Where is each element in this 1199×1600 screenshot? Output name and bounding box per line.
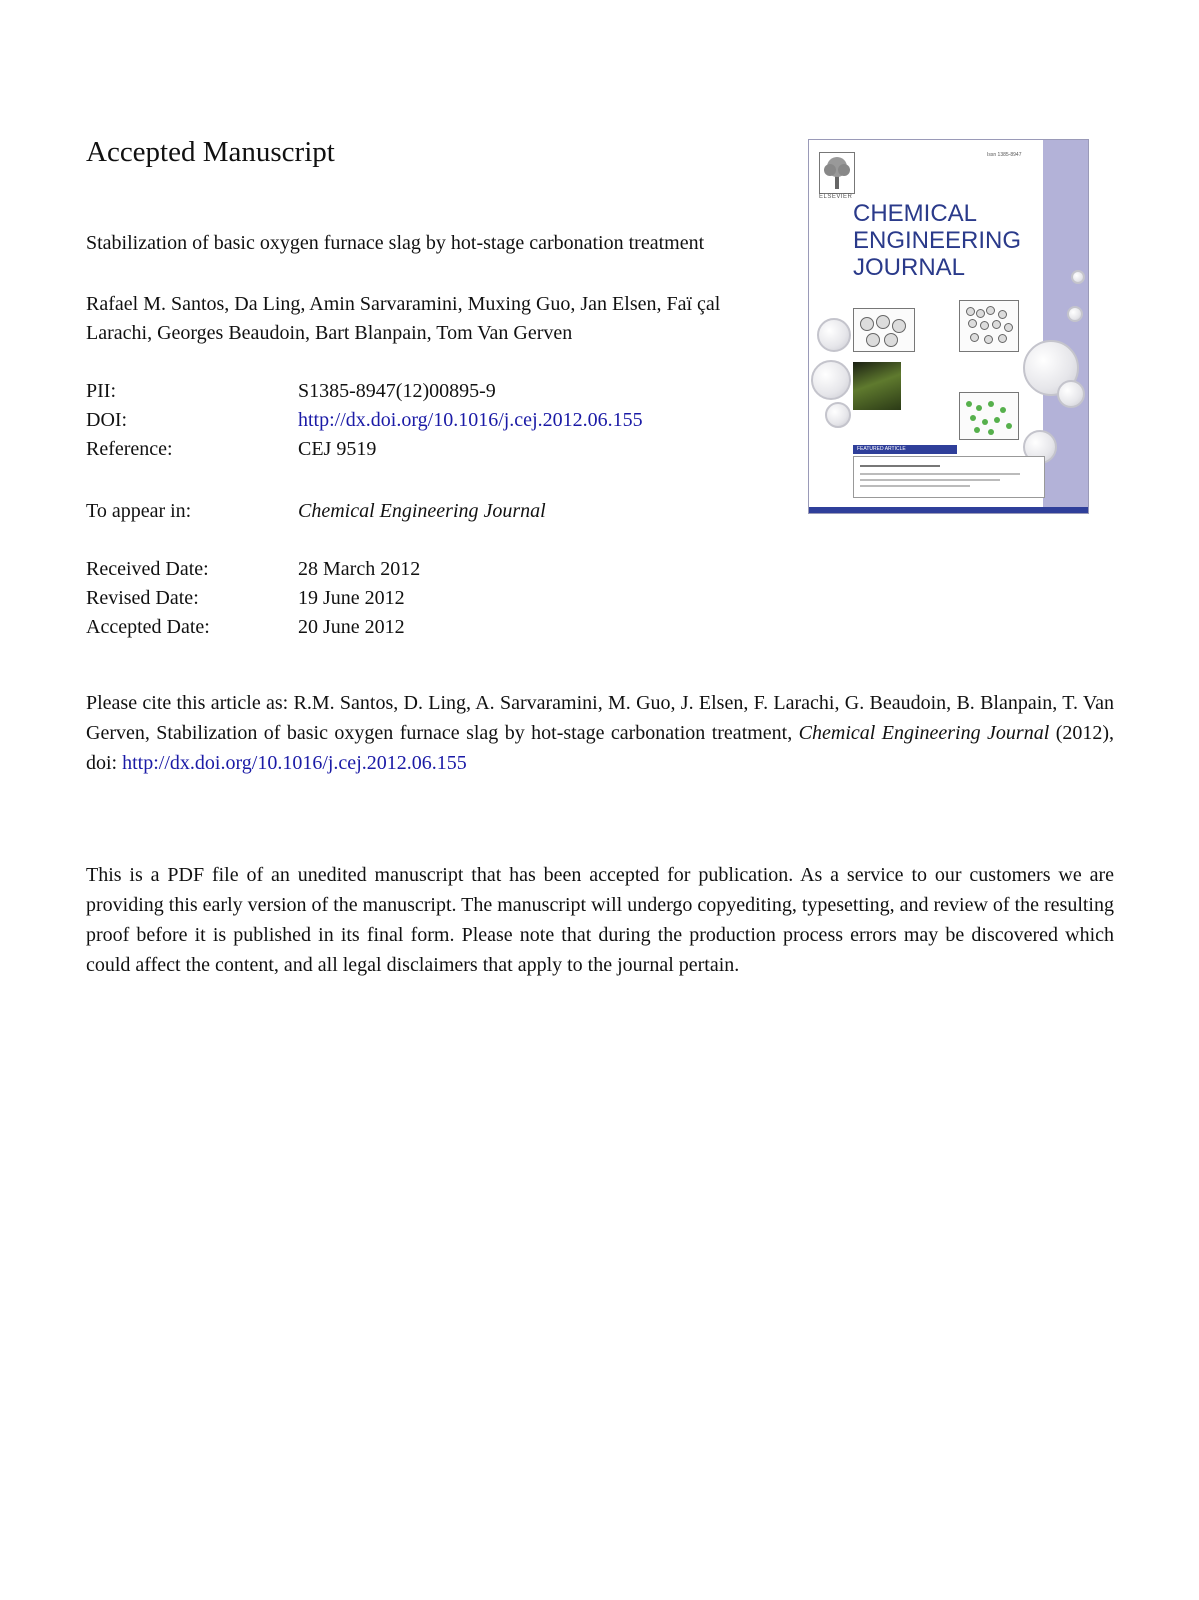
citation-text: Please cite this article as: R.M. Santos, D. Ling, A. Sarvaramini, M. Guo, J. Elsen, F. Larachi, G. Beaudoin, B. Blanpain, T. Van Gerven, Stabilization of basic oxygen furnace slag by hot-stage carbonation treatment,: [86, 692, 1114, 744]
revised-value: 19 June 2012: [298, 587, 405, 609]
cover-journal-title: CHEMICAL ENGINEERING JOURNAL: [853, 200, 1022, 281]
cover-issn: Issn 1385-8947: [987, 152, 1022, 158]
bubble-decoration-icon: [825, 402, 851, 428]
received-value: 28 March 2012: [298, 558, 421, 580]
citation-journal: Chemical Engineering Journal: [798, 722, 1050, 744]
dates-block: [86, 555, 420, 642]
nanoparticle-diagram: [959, 300, 1019, 352]
received-label: Received Date:: [86, 558, 209, 580]
cover-bottom-bar: [809, 507, 1088, 513]
featured-article-box: [853, 456, 1045, 498]
identifier-block: [86, 377, 643, 464]
pii-label: PII:: [86, 380, 116, 402]
citation-year: (2012), doi:: [86, 722, 1115, 774]
revised-label: Revised Date:: [86, 587, 199, 609]
publisher-name: ELSEVIER: [819, 194, 853, 200]
notice-paragraph: This is a PDF file of an unedited manuscript that has been accepted for publication. As a service to our customers we are providing this early version of the manuscript. The manuscript will undergo copyediting, typesetting, and review of the resulting proof before it is published in its final form. Please note that during the production process errors may be discovered which could affect the content, and all legal disclaimers that apply to the journal pertain.: [86, 864, 1114, 976]
bubble-decoration-icon: [1067, 306, 1083, 322]
citation-doi-link[interactable]: http://dx.doi.org/10.1016/j.cej.2012.06.155: [122, 752, 467, 774]
doi-label: DOI:: [86, 409, 128, 431]
bubble-decoration-icon: [1071, 270, 1085, 284]
article-title: Stabilization of basic oxygen furnace slag by hot-stage carbonation treatment: [86, 232, 705, 254]
authors-line-1: Rafael M. Santos, Da Ling, Amin Sarvaramini, Muxing Guo, Jan Elsen, Faï çal: [86, 293, 721, 315]
citation-paragraph: [86, 688, 1114, 778]
microemulsion-diagram: [853, 308, 915, 352]
bubble-decoration-icon: [811, 360, 851, 400]
doi-link[interactable]: http://dx.doi.org/10.1016/j.cej.2012.06.155: [298, 409, 643, 431]
pii-value: S1385-8947(12)00895-9: [298, 380, 496, 402]
reference-label: Reference:: [86, 438, 173, 460]
reference-value: CEJ 9519: [298, 438, 377, 460]
accepted-value: 20 June 2012: [298, 616, 405, 638]
journal-cover-image: [808, 139, 1089, 514]
authors-line-2: Larachi, Georges Beaudoin, Bart Blanpain, Tom Van Gerven: [86, 322, 573, 344]
page-title: Accepted Manuscript: [86, 136, 335, 168]
composite-diagram: [959, 392, 1019, 440]
bubble-decoration-icon: [1057, 380, 1085, 408]
accepted-label: Accepted Date:: [86, 616, 210, 638]
bubble-decoration-icon: [817, 318, 851, 352]
journal-block: [86, 497, 546, 526]
featured-article-label: FEATURED ARTICLE: [853, 445, 957, 454]
appear-journal: Chemical Engineering Journal: [298, 500, 546, 522]
elsevier-logo-icon: [819, 152, 855, 194]
micrograph-image: [853, 362, 901, 410]
author-list: [86, 290, 786, 348]
appear-label: To appear in:: [86, 500, 192, 522]
